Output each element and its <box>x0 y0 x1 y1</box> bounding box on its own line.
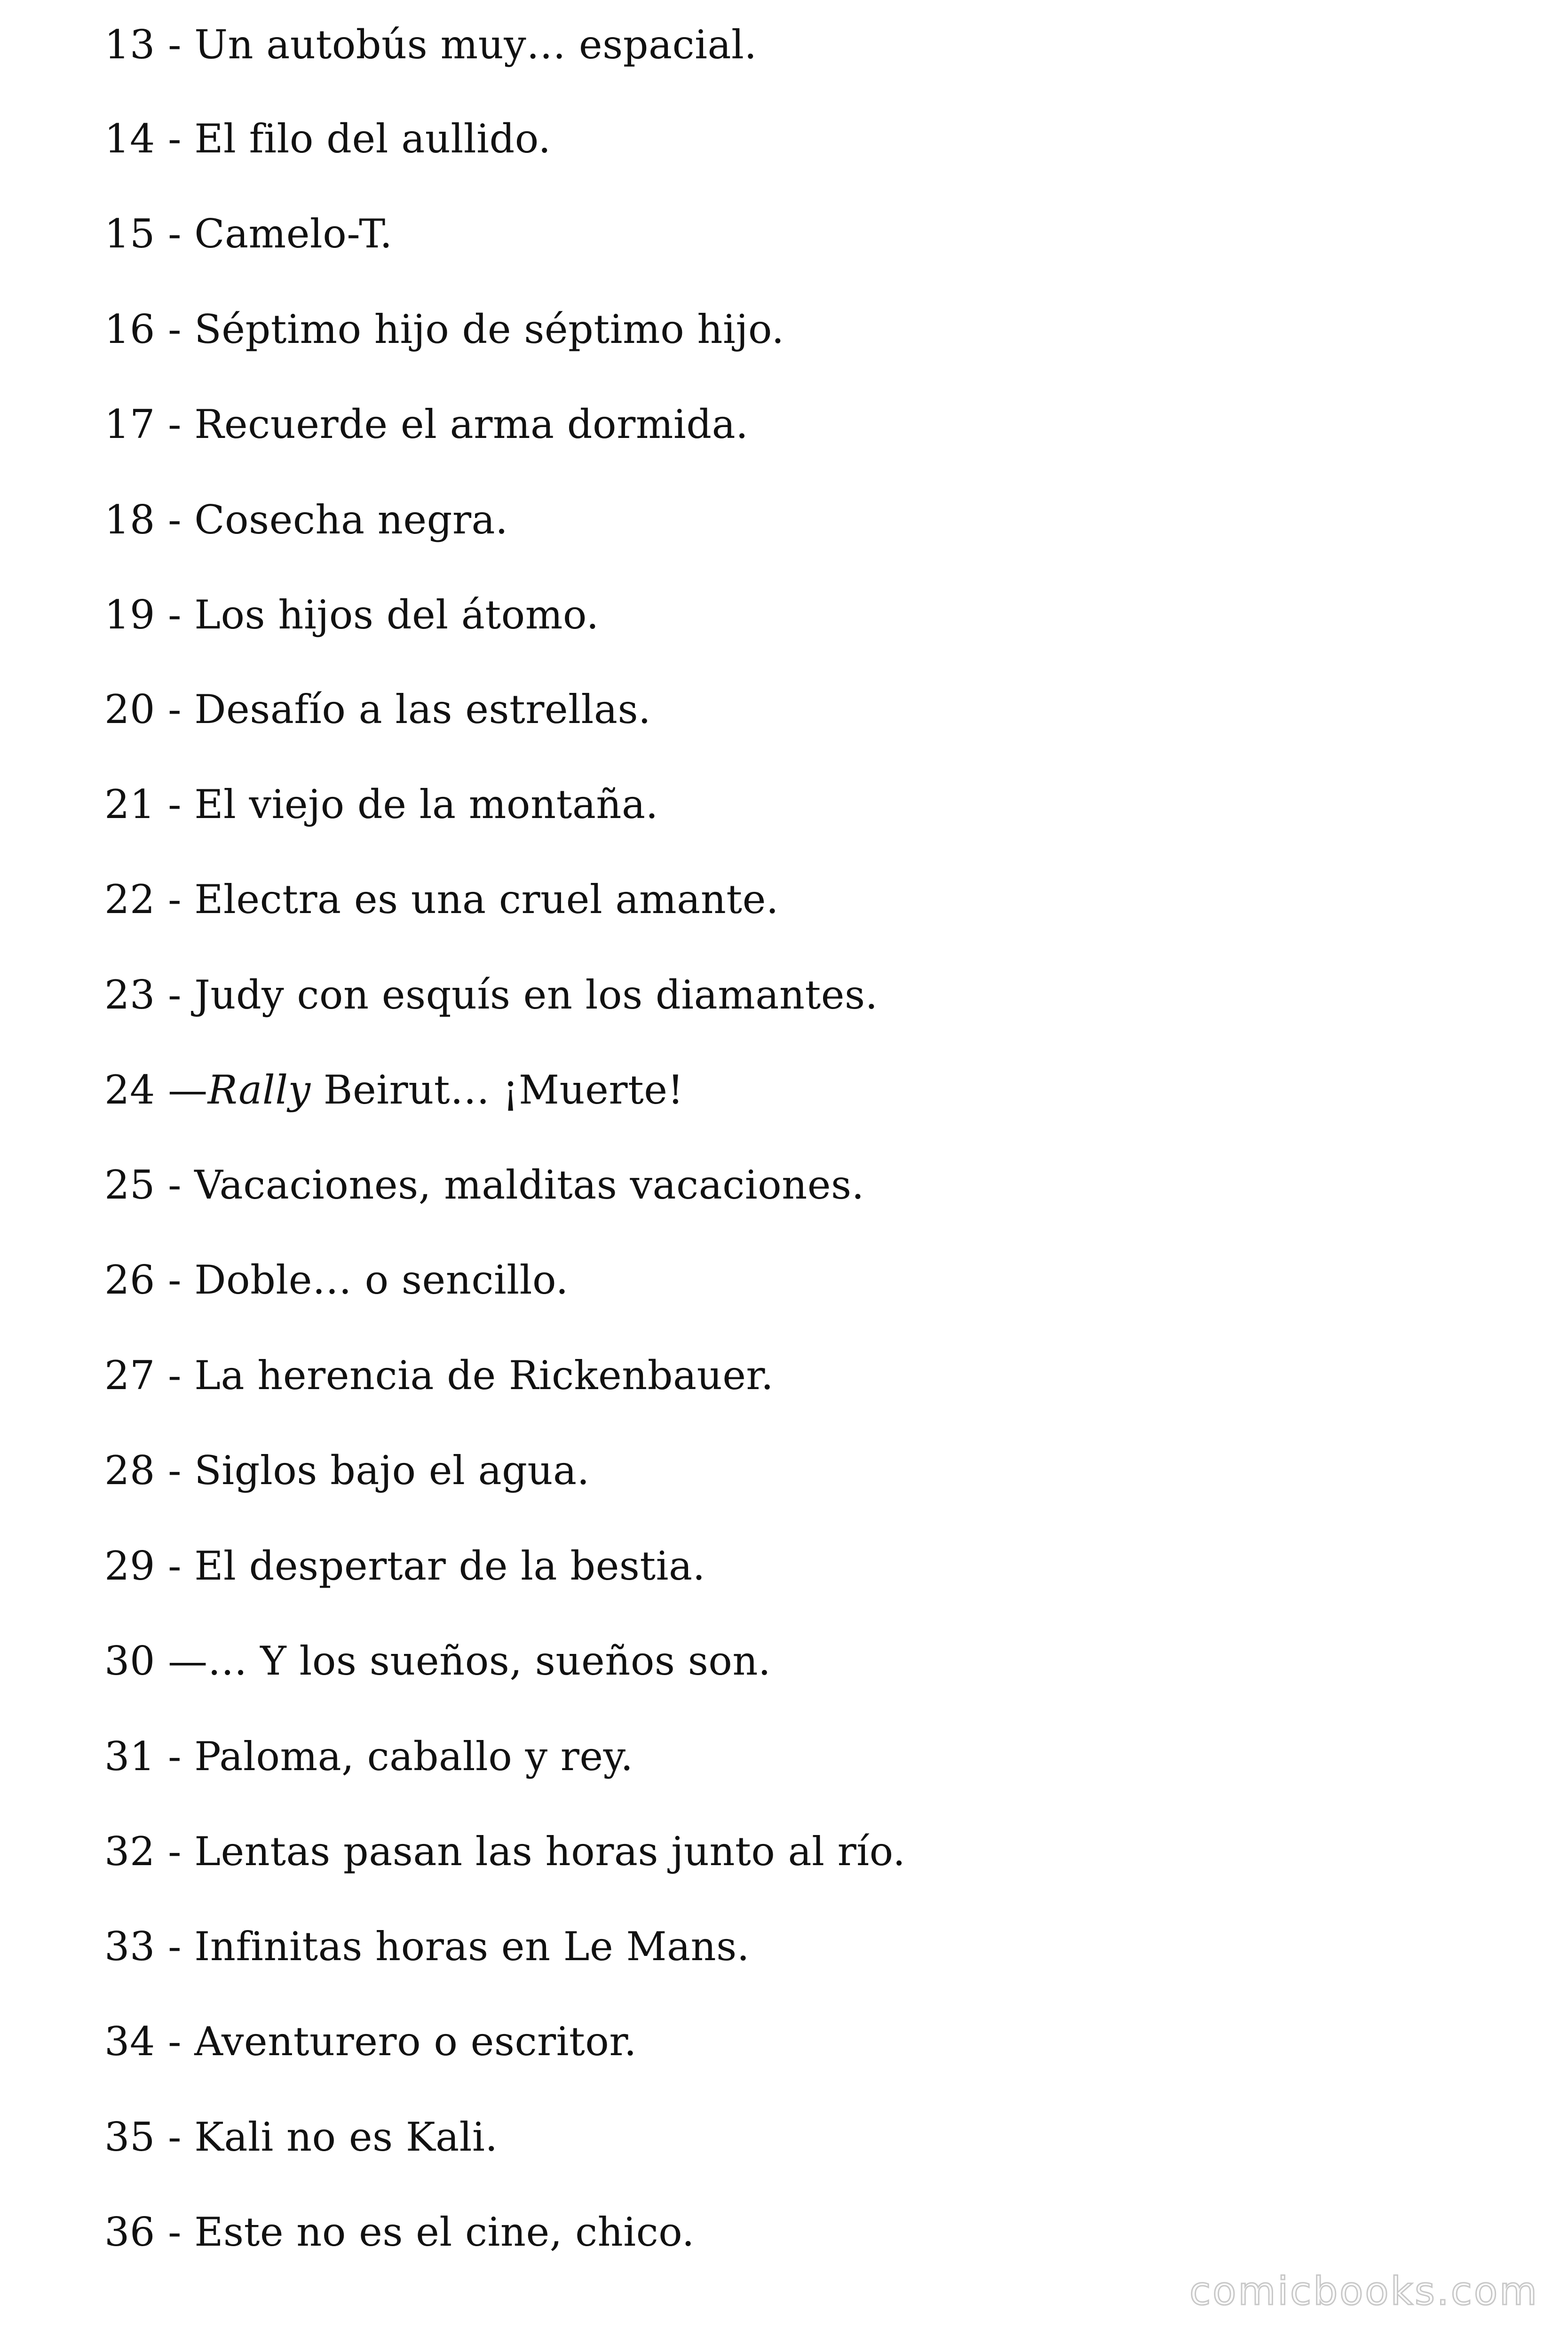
list-item <box>104 1637 771 1685</box>
item-separator: - <box>155 211 195 257</box>
item-number: 13 <box>104 22 155 68</box>
item-number: 30 <box>104 1638 155 1684</box>
list-item <box>104 1256 569 1303</box>
item-number: 16 <box>104 306 155 352</box>
item-number: 23 <box>104 972 155 1018</box>
item-title: Desafío a las estrellas. <box>194 686 651 732</box>
item-title: Kali no es Kali. <box>194 2114 498 2160</box>
item-title: Siglos bajo el agua. <box>194 1447 590 1494</box>
item-title: Los hijos del átomo. <box>194 592 599 638</box>
list-item <box>104 1161 864 1208</box>
item-title: Recuerde el arma dormida. <box>194 401 749 447</box>
item-number: 28 <box>104 1447 155 1494</box>
item-number: 26 <box>104 1257 155 1303</box>
item-separator: - <box>155 1352 195 1398</box>
item-separator: - <box>155 401 195 447</box>
list-item <box>104 1923 750 1970</box>
item-number: 15 <box>104 211 155 257</box>
item-number: 17 <box>104 401 155 447</box>
list-item <box>104 306 784 353</box>
item-number: 31 <box>104 1733 155 1780</box>
item-number: 14 <box>104 116 155 162</box>
item-title: Beirut… ¡Muerte! <box>310 1067 684 1113</box>
item-number: 24 <box>104 1067 155 1113</box>
list-item <box>104 1352 774 1399</box>
item-title: Judy con esquís en los diamantes. <box>194 972 878 1018</box>
item-number: 34 <box>104 2018 155 2065</box>
item-separator: - <box>155 1447 195 1494</box>
item-number: 29 <box>104 1543 155 1589</box>
list-item <box>104 1066 684 1113</box>
item-title: Camelo-T. <box>194 211 393 257</box>
list-item <box>104 2114 498 2161</box>
item-number: 27 <box>104 1352 155 1398</box>
item-separator: - <box>155 1162 195 1208</box>
list-item <box>104 115 551 162</box>
list-item <box>104 2209 695 2256</box>
list-item <box>104 1447 590 1494</box>
item-title: Este no es el cine, chico. <box>194 2209 695 2255</box>
item-number: 35 <box>104 2114 155 2160</box>
item-separator: — <box>155 1067 208 1113</box>
list-item <box>104 1828 905 1875</box>
item-separator: — <box>155 1638 208 1684</box>
item-number: 32 <box>104 1828 155 1875</box>
item-number: 25 <box>104 1162 155 1208</box>
item-title: Un autobús muy… espacial. <box>194 22 757 68</box>
list-item <box>104 1542 705 1589</box>
list-item <box>104 1733 634 1780</box>
item-separator: - <box>155 1733 195 1780</box>
item-number: 36 <box>104 2209 155 2255</box>
item-separator: - <box>155 1828 195 1875</box>
item-number: 18 <box>104 497 155 543</box>
item-separator: - <box>155 116 195 162</box>
item-separator: - <box>155 1923 195 1970</box>
item-separator: - <box>155 306 195 352</box>
item-title: Vacaciones, malditas vacaciones. <box>194 1162 864 1208</box>
item-title: Aventurero o escritor. <box>194 2018 637 2065</box>
item-title: Electra es una cruel amante. <box>194 876 779 922</box>
item-separator: - <box>155 2018 195 2065</box>
item-title: El despertar de la bestia. <box>194 1543 705 1589</box>
item-number: 19 <box>104 592 155 638</box>
list-item <box>104 496 508 543</box>
item-separator: - <box>155 781 195 827</box>
list-item <box>104 971 878 1018</box>
item-separator: - <box>155 592 195 638</box>
item-title: El filo del aullido. <box>194 116 551 162</box>
item-separator: - <box>155 2114 195 2160</box>
item-title: … Y los sueños, sueños son. <box>207 1638 771 1684</box>
list-item <box>104 686 651 733</box>
item-number: 20 <box>104 686 155 732</box>
item-number: 21 <box>104 781 155 827</box>
list-item <box>104 781 658 828</box>
item-title: Infinitas horas en Le Mans. <box>194 1923 750 1970</box>
item-separator: - <box>155 2209 195 2255</box>
list-item <box>104 401 748 448</box>
item-title: Paloma, caballo y rey. <box>194 1733 634 1780</box>
item-number: 33 <box>104 1923 155 1970</box>
item-separator: - <box>155 1543 195 1589</box>
list-item <box>104 2018 637 2065</box>
list-item <box>104 876 779 923</box>
list-item <box>104 591 599 638</box>
item-title: Séptimo hijo de séptimo hijo. <box>194 306 784 352</box>
item-separator: - <box>155 22 195 68</box>
item-title-italic: Rally <box>207 1067 311 1113</box>
item-title: Lentas pasan las horas junto al río. <box>194 1828 906 1875</box>
item-separator: - <box>155 686 195 732</box>
item-title: Doble… o sencillo. <box>194 1257 569 1303</box>
list-item <box>104 210 393 257</box>
item-title: Cosecha negra. <box>194 497 508 543</box>
item-separator: - <box>155 497 195 543</box>
item-title: La herencia de Rickenbauer. <box>194 1352 774 1398</box>
item-separator: - <box>155 1257 195 1303</box>
list-item <box>104 21 757 68</box>
watermark: comicbooks.com <box>1189 2269 1539 2314</box>
item-title: El viejo de la montaña. <box>194 781 658 827</box>
item-separator: - <box>155 876 195 922</box>
item-number: 22 <box>104 876 155 922</box>
item-separator: - <box>155 972 195 1018</box>
